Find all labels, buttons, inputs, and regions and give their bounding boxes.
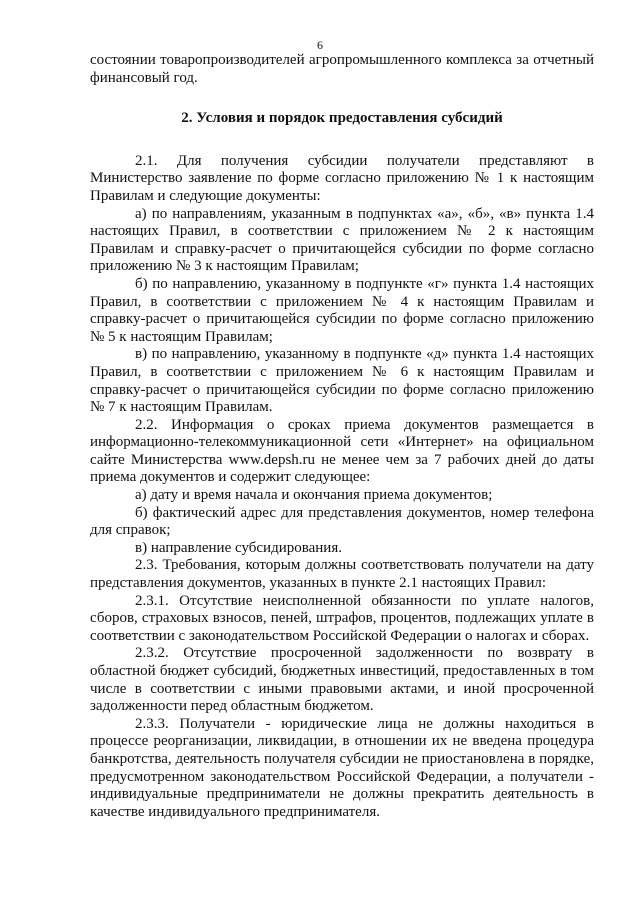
paragraph-2-3-1: 2.3.1. Отсутствие неисполненной обязанности по уплате налогов, сборов, страховых взносов, пеней, штрафов, процентов, подлежащих уплате в соответствии с законодательством Российской Федерации о налогах и сборах.	[90, 592, 594, 644]
page-number: 6	[317, 38, 323, 52]
section-heading: 2. Условия и порядок предоставления субсидий	[181, 110, 503, 127]
paragraph-2-3-2: 2.3.2. Отсутствие просроченной задолженности по возврату в областной бюджет субсидий, бюджетных инвестиций, предоставленных в том числе в соответствии с иными правовыми актами, и иной просроченной задолженности перед областным бюджетом.	[90, 645, 594, 715]
paragraph-2-2: 2.2. Информация о сроках приема документов размещается в информационно-телекоммуникационной сети «Интернет» на официальном сайте Министерства www.depsh.ru не менее чем за 7 рабочих дней до даты приема документов и содержит следующее:	[90, 416, 594, 486]
paragraph-2-1-b: б) по направлению, указанному в подпункте «г» пункта 1.4 настоящих Правил, в соответствии с приложением № 4 к настоящим Правилам и справку-расчет о причитающейся субсидии по форме согласно приложению № 5 к настоящим Правилам;	[90, 275, 594, 345]
paragraph-2-1-v: в) по направлению, указанному в подпункте «д» пункта 1.4 настоящих Правил, в соответствии с приложением № 6 к настоящим Правилам и справку-расчет о причитающейся субсидии по форме согласно приложению № 7 к настоящим Правилам.	[90, 346, 594, 416]
document-body	[90, 52, 594, 821]
paragraph-2-2-v: в) направление субсидирования.	[135, 539, 342, 556]
paragraph-2-3-3: 2.3.3. Получатели - юридические лица не должны находиться в процессе реорганизации, ликвидации, в отношении их не введена процедура банкротства, деятельность получателя субсидии не приостановлена в порядке, предусмотренном законодательством Российской Федерации, а получатели - индивидуальные предприниматели не должны прекратить деятельность в качестве индивидуального предпринимателя.	[90, 715, 594, 820]
paragraph-2-2-a: а) дату и время начала и окончания приема документов;	[135, 487, 493, 504]
paragraph-2-1-a: а) по направлениям, указанным в подпунктах «а», «б», «в» пункта 1.4 настоящих Правил, в соответствии с приложением № 2 к настоящим Правилам и справку-расчет о причитающейся субсидии по форме согласно приложению № 3 к настоящим Правилам;	[90, 205, 594, 275]
paragraph-2-3: 2.3. Требования, которым должны соответствовать получатели на дату представления документов, указанных в пункте 2.1 настоящих Правил:	[90, 557, 594, 592]
paragraph-2-2-b: б) фактический адрес для представления документов, номер телефона для справок;	[90, 504, 594, 539]
paragraph-continuation: состоянии товаропроизводителей агропромышленного комплекса за отчетный финансовый год.	[90, 52, 594, 86]
paragraph-2-1: 2.1. Для получения субсидии получатели представляют в Министерство заявление по форме согласно приложению № 1 к настоящим Правилам и следующие документы:	[90, 152, 594, 204]
